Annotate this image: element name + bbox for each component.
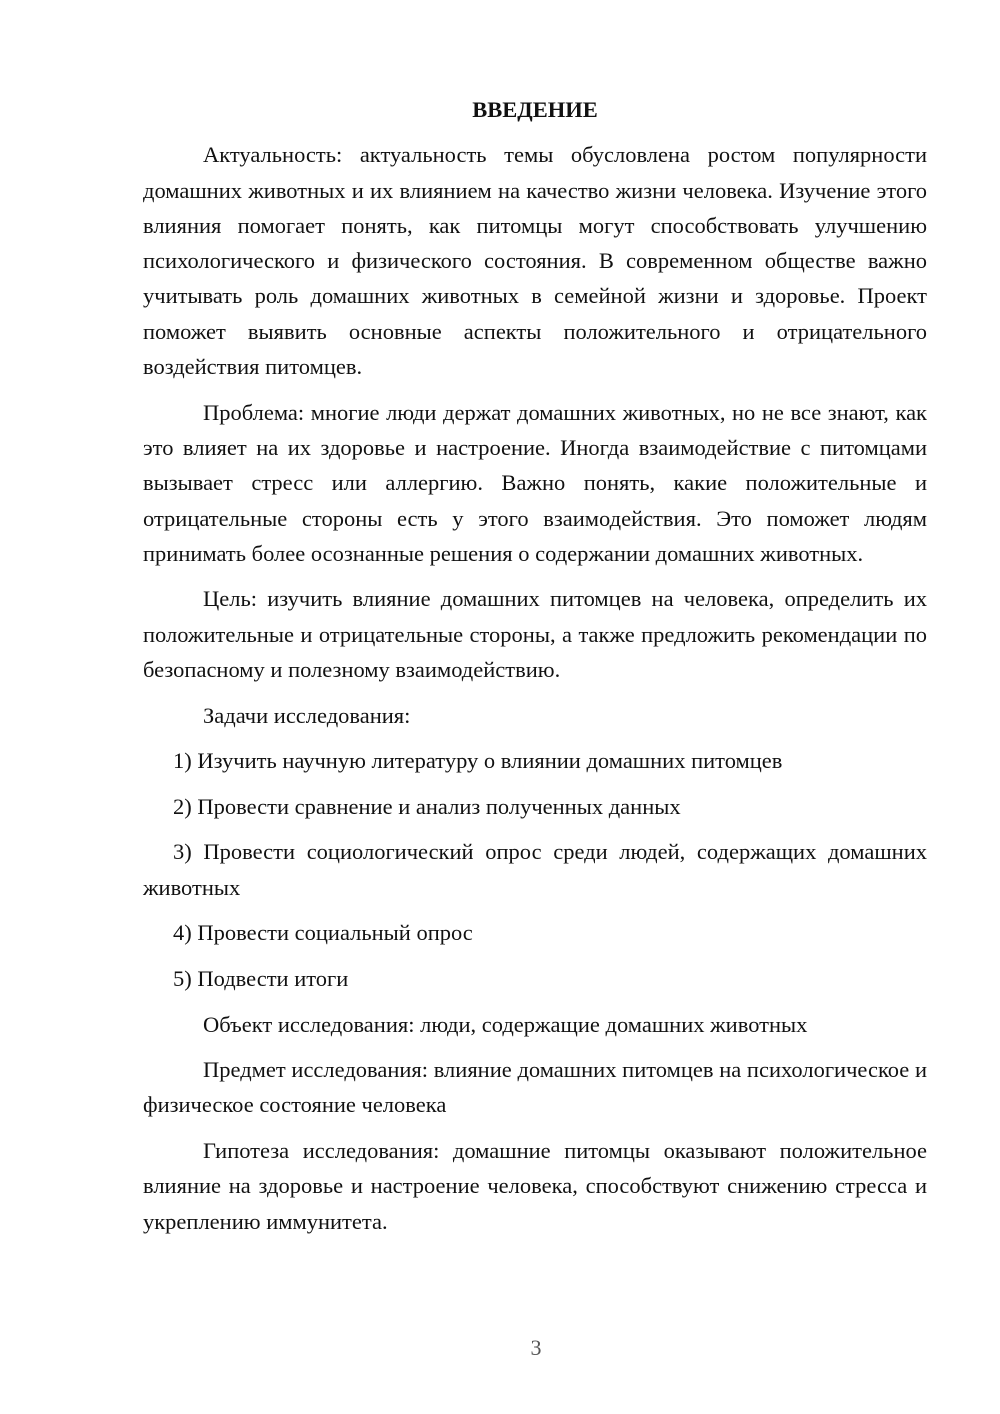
goal-paragraph: Цель: изучить влияние домашних питомцев на человека, определить их положительные и отрицательные стороны, а также предложить рекомендации по безопасному и полезному взаимодействию. xyxy=(143,586,927,683)
page-number: 3 xyxy=(530,1335,542,1360)
task-item-1: 1) Изучить научную литературу о влиянии домашних питомцев xyxy=(173,748,783,774)
object-paragraph: Объект исследования: люди, содержащие домашних животных xyxy=(203,1011,808,1037)
task-item-3: 3) Провести социологический опрос среди людей, содержащих домашних животных xyxy=(143,839,927,900)
subject-paragraph: Предмет исследования: влияние домашних питомцев на психологическое и физическое состояние человека xyxy=(143,1057,927,1118)
task-item-2: 2) Провести сравнение и анализ полученных данных xyxy=(173,793,681,819)
problem-paragraph: Проблема: многие люди держат домашних животных, но не все знают, как это влияет на их здоровье и настроение. Иногда взаимодействие с питомцами вызывает стресс или аллергию. Важно понять, какие положительные и отрицательные стороны есть у этого взаимодействия. Это поможет людям принимать более осознанные решения о содержании домашних животных. xyxy=(143,399,927,566)
page-content xyxy=(143,92,927,1239)
section-heading: ВВЕДЕНИЕ xyxy=(472,97,598,122)
hypothesis-paragraph: Гипотеза исследования: домашние питомцы оказывают положительное влияние на здоровье и настроение человека, способствуют снижению стресса и укреплению иммунитета. xyxy=(143,1137,927,1234)
task-item-4: 4) Провести социальный опрос xyxy=(173,920,473,946)
tasks-title: Задачи исследования: xyxy=(203,702,411,728)
task-item-5: 5) Подвести итоги xyxy=(173,965,349,991)
relevance-paragraph: Актуальность: актуальность темы обусловлена ростом популярности домашних животных и их влиянием на качество жизни человека. Изучение этого влияния помогает понять, как питомцы могут способствовать улучшению психологического и физического состояния. В современном обществе важно учитывать роль домашних животных в семейной жизни и здоровье. Проект поможет выявить основные аспекты положительного и отрицательного воздействия питомцев. xyxy=(143,142,927,380)
